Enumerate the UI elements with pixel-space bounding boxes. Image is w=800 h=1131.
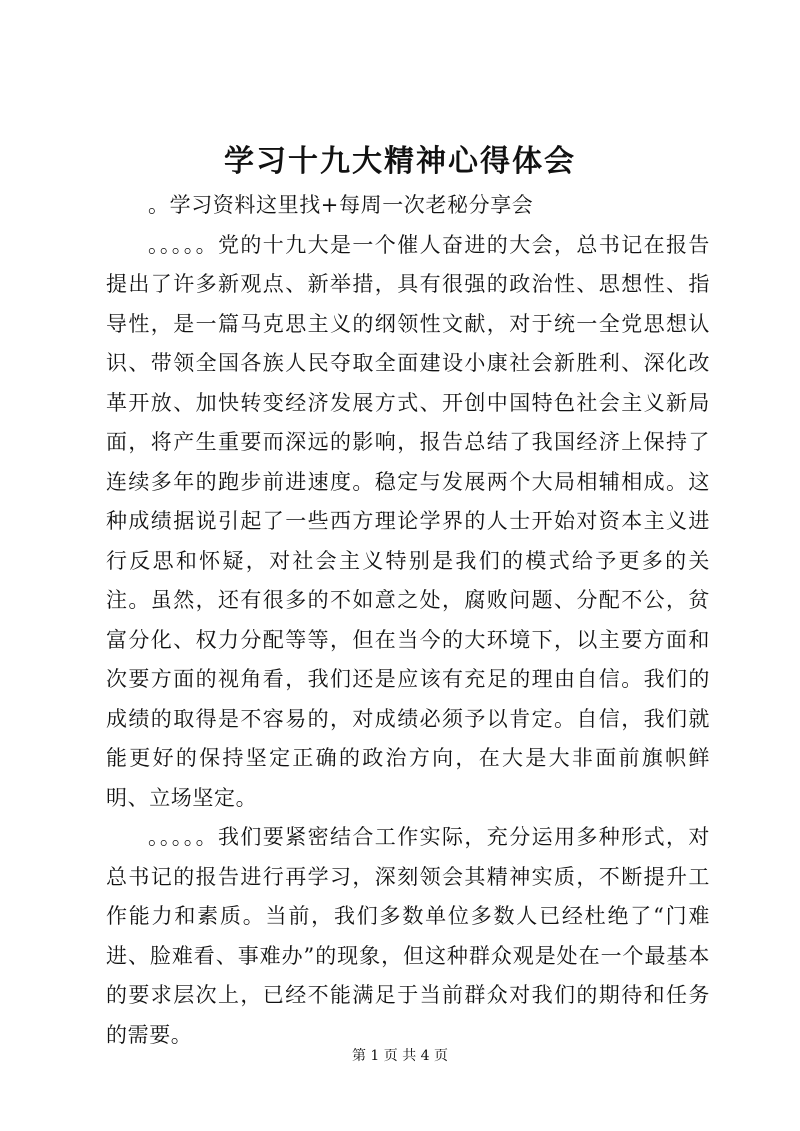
paragraph-confidence: 。。。。。党的十九大是一个催人奋进的大会，总书记在报告提出了许多新观点、新举措，具有很强的政治性、思想性、指导性，是一篇马克思主义的纲领性文献，对于统一全党思想认识、带领全国各族人民夺取全面建设小康社会新胜利、深化改革开放、加快转变经济发展方式、开创中国特色社会主义新局面，将产生重要而深远的影响，报告总结了我国经济上保持了连续多年的跑步前进速度。稳定与发展两个大局相辅相成。这种成绩据说引起了一些西方理论学界的人士开始对资本主义进行反思和怀疑，对社会主义特别是我们的模式给予更多的关注。虽然，还有很多的不如意之处，腐败问题、分配不公，贫富分化、权力分配等等，但在当今的大环境下，以主要方面和次要方面的视角看，我们还是应该有充足的理由自信。我们的成绩的取得是不容易的，对成绩必须予以肯定。自信，我们就能更好的保持坚定正确的政治方向，在大是大非面前旗帜鲜明、立场坚定。 bbox=[106, 232, 710, 810]
document-body bbox=[106, 186, 710, 1055]
page-number-footer: 第 1 页 共 4 页 bbox=[351, 1048, 449, 1064]
paragraph-intro: 。学习资料这里找+每周一次老秘分享会 bbox=[148, 193, 534, 217]
paragraph-work-practice: 。。。。。我们要紧密结合工作实际，充分运用多种形式，对总书记的报告进行再学习，深刻领会其精神实质，不断提升工作能力和素质。当前，我们多数单位多数人已经杜绝了“门难进、脸难看、事难办”的现象，但这种群众观是处在一个最基本的要求层次上，已经不能满足于当前群众对我们的期待和任务的需要。 bbox=[106, 825, 710, 1047]
document-title: 学习十九大精神心得体会 bbox=[224, 144, 576, 179]
